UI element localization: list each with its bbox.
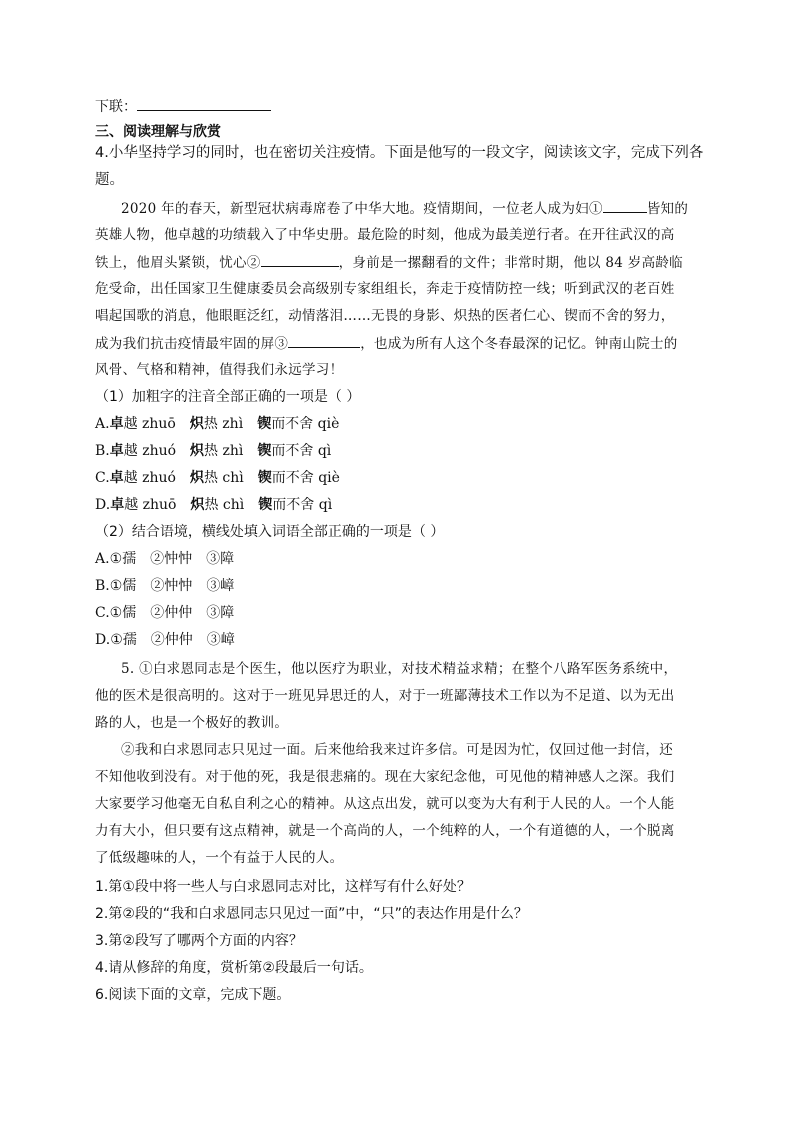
option-d[interactable] bbox=[95, 495, 332, 515]
option-letter: A. bbox=[95, 416, 110, 432]
bold-char: 炽 bbox=[190, 497, 205, 513]
bold-char: 锲 bbox=[257, 443, 272, 459]
pinyin-text: 越 zhuō bbox=[123, 416, 176, 432]
q5-paragraph-2-line: 了低级趣味的人，一个有益于人民的人。 bbox=[95, 850, 344, 866]
passage-text: 成为我们抗击疫情最牢固的屏③ bbox=[95, 336, 289, 352]
q5-paragraph-1-line: 他的医术是很高明的。这对于一班见异思迁的人，对于一班鄙薄技术工作以为不足道、以为无出 bbox=[95, 688, 675, 704]
option-letter: B. bbox=[95, 443, 110, 459]
option-word: ②仲仲 bbox=[150, 605, 193, 621]
option-a[interactable] bbox=[95, 549, 234, 569]
option-letter: D. bbox=[95, 497, 111, 513]
option-letter: D. bbox=[95, 632, 111, 648]
option-word: ①儒 bbox=[109, 578, 137, 594]
passage-text: 2020 年的春天，新型冠状病毒席卷了中华大地。疫情期间，一位老人成为妇① bbox=[121, 201, 603, 217]
q6-intro: 6.阅读下面的文章，完成下题。 bbox=[95, 987, 291, 1003]
q5-question-2: 2.第②段的“我和白求恩同志只见过一面”中，“只”的表达作用是什么？ bbox=[95, 906, 528, 922]
option-letter: A. bbox=[95, 551, 110, 567]
blank-3[interactable] bbox=[288, 333, 360, 348]
q5-paragraph-2-line: 力有大小，但只要有这点精神，就是一个高尚的人，一个纯粹的人，一个有道德的人，一个脱离 bbox=[95, 823, 675, 839]
pinyin-text: 热 chì bbox=[204, 497, 245, 513]
q4-intro-line-2: 题。 bbox=[95, 172, 124, 188]
option-word: ①儒 bbox=[109, 605, 137, 621]
option-c[interactable] bbox=[95, 468, 340, 488]
passage-line: 唱起国歌的消息，他眼眶泛红，动情落泪……无畏的身影、炽热的医者仁心、锲而不舍的努力， bbox=[95, 308, 675, 324]
option-word: ③嶂 bbox=[206, 578, 235, 594]
passage-line bbox=[95, 252, 683, 273]
option-word: ③嶂 bbox=[206, 632, 235, 648]
q5-paragraph-2-line: 大家要学习他毫无自私自利之心的精神。从这点出发，就可以变为大有利于人民的人。一个人能 bbox=[95, 796, 675, 812]
option-word: ②仲仲 bbox=[150, 632, 193, 648]
option-word: ②忡忡 bbox=[150, 578, 193, 594]
pinyin-text: 而不舍 qì bbox=[271, 443, 332, 459]
option-c[interactable] bbox=[95, 603, 234, 623]
option-d[interactable] bbox=[95, 630, 235, 650]
option-word: ①孺 bbox=[109, 551, 137, 567]
couplet-label: 下联： bbox=[95, 99, 137, 115]
q5-question-4: 4.请从修辞的角度，赏析第②段最后一句话。 bbox=[95, 960, 373, 976]
passage-text: ，也成为所有人这个冬春最深的记忆。钟南山院士的 bbox=[360, 336, 678, 352]
option-letter: B. bbox=[95, 578, 110, 594]
q5-paragraph-2-line: 不知他收到没有。对于他的死，我是很悲痛的。现在大家纪念他，可见他的精神感人之深。我们 bbox=[95, 769, 675, 785]
blank-2[interactable] bbox=[261, 252, 339, 267]
option-word: ③障 bbox=[206, 605, 235, 621]
option-letter: C. bbox=[95, 470, 110, 486]
pinyin-text: 越 zhuó bbox=[123, 470, 176, 486]
bold-char: 炽 bbox=[189, 470, 204, 486]
passage-text: ，身前是一摞翻看的文件；非常时期，他以 84 岁高龄临 bbox=[338, 255, 683, 271]
bold-char: 卓 bbox=[109, 416, 124, 432]
option-word: ③障 bbox=[206, 551, 235, 567]
blank-1[interactable] bbox=[603, 198, 647, 213]
q4-sub2-stem: （2）结合语境，横线处填入词语全部正确的一项是（ ） bbox=[95, 524, 445, 540]
passage-line: 危受命，出任国家卫生健康委员会高级别专家组组长，奔走于疫情防控一线；听到武汉的老百姓 bbox=[95, 281, 675, 297]
bold-char: 锲 bbox=[257, 470, 272, 486]
pinyin-text: 而不舍 qiè bbox=[271, 470, 340, 486]
passage-text: 铁上，他眉头紧锁，忧心② bbox=[95, 255, 261, 271]
bold-char: 炽 bbox=[189, 416, 204, 432]
option-a[interactable] bbox=[95, 414, 339, 434]
passage-text: 皆知的 bbox=[646, 201, 689, 217]
option-word: ①孺 bbox=[110, 632, 137, 648]
pinyin-text: 越 zhuó bbox=[123, 443, 177, 459]
pinyin-text: 热 zhì bbox=[203, 416, 244, 432]
option-b[interactable] bbox=[95, 576, 234, 596]
option-word: ②忡忡 bbox=[150, 551, 193, 567]
q5-paragraph-1-line: 路的人，也是一个极好的教训。 bbox=[95, 715, 289, 731]
section-title: 三、阅读理解与欣赏 bbox=[95, 124, 221, 140]
option-letter: C. bbox=[95, 605, 110, 621]
pinyin-text: 越 zhuō bbox=[124, 497, 177, 513]
q5-paragraph-1-line: 5. ①白求恩同志是个医生，他以医疗为职业，对技术精益求精；在整个八路军医务系统中， bbox=[121, 661, 678, 677]
bold-char: 卓 bbox=[110, 497, 125, 513]
option-b[interactable] bbox=[95, 441, 331, 461]
pinyin-text: 而不舍 qiè bbox=[271, 416, 340, 432]
passage-line bbox=[95, 333, 678, 354]
pinyin-text: 热 zhì bbox=[204, 443, 244, 459]
q5-paragraph-2-line: ②我和白求恩同志只见过一面。后来他给我来过许多信。可是因为忙，仅回过他一封信，还 bbox=[121, 742, 673, 758]
q4-intro-line-1: 4.小华坚持学习的同时，也在密切关注疫情。下面是他写的一段文字，阅读该文字，完成下列各 bbox=[95, 145, 704, 161]
passage-line bbox=[121, 198, 688, 219]
pinyin-text: 而不舍 qì bbox=[272, 497, 333, 513]
bold-char: 炽 bbox=[190, 443, 205, 459]
q4-sub1-stem: （1）加粗字的注音全部正确的一项是（ ） bbox=[95, 389, 361, 405]
bold-char: 卓 bbox=[109, 470, 124, 486]
bold-char: 锲 bbox=[257, 416, 272, 432]
passage-line: 风骨、气格和精神，值得我们永远学习！ bbox=[95, 362, 344, 378]
couplet-second-line bbox=[95, 96, 271, 117]
bold-char: 锲 bbox=[258, 497, 273, 513]
passage-line: 英雄人物，他卓越的功绩载入了中华史册。最危险的时刻，他成为最美逆行者。在开往武汉的高 bbox=[95, 227, 675, 243]
bold-char: 卓 bbox=[109, 443, 124, 459]
answer-blank[interactable] bbox=[137, 96, 271, 111]
q5-question-3: 3.第②段写了哪两个方面的内容？ bbox=[95, 933, 303, 949]
q5-question-1: 1.第①段中将一些人与白求恩同志对比，这样写有什么好处？ bbox=[95, 879, 471, 895]
pinyin-text: 热 chì bbox=[203, 470, 244, 486]
